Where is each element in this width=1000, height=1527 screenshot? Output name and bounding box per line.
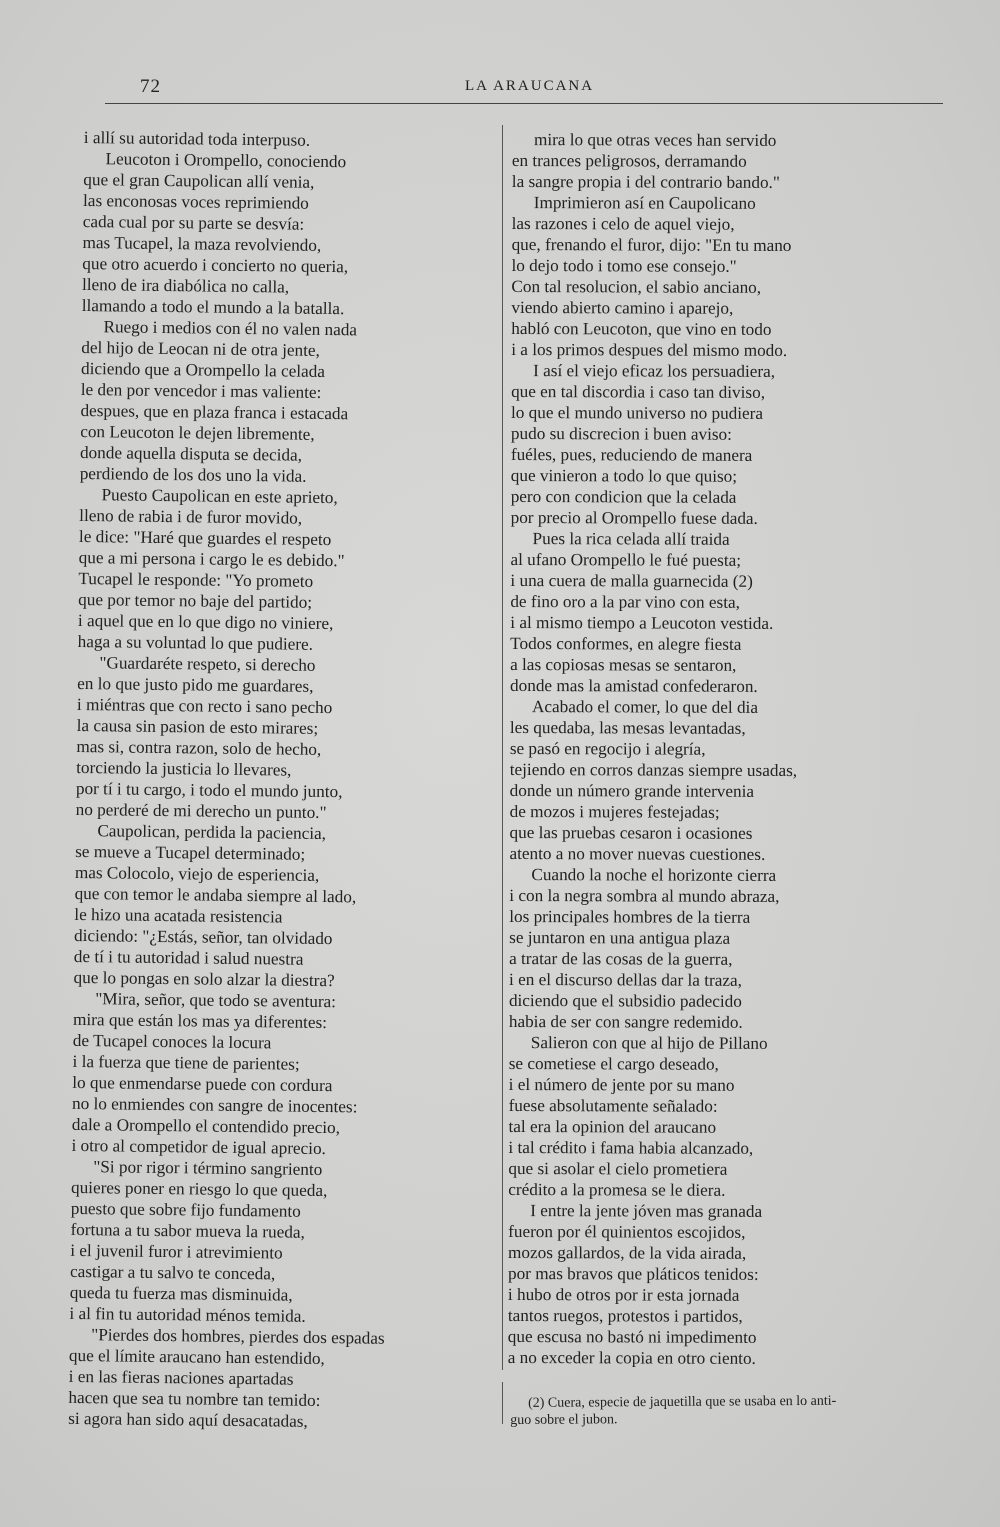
verse-line: de tí i tu autoridad i salud nuestra — [73, 946, 304, 969]
verse-line: Imprimieron así en Caupolicano — [533, 193, 756, 213]
verse-line: i al mismo tiempo a Leucoton vestida. — [510, 612, 774, 633]
verse-line: lleno de rabia i de furor movido, — [79, 505, 303, 528]
verse-line: "Pierdes dos hombres, pierdes dos espadas — [91, 1325, 385, 1348]
verse-line: le dice: "Haré que guardes el respeto — [78, 526, 332, 550]
right-verse-column — [508, 129, 932, 1369]
verse-line: llamando a todo el mundo a la batalla. — [81, 295, 345, 319]
verse-line: que en tal discordia i caso tan diviso, — [511, 381, 766, 402]
verse-line: que el límite araucano han estendido, — [68, 1345, 325, 1369]
verse-line: Acabado el comer, lo que del dia — [531, 697, 759, 717]
verse-line: i al fin tu autoridad ménos temida. — [69, 1303, 306, 1326]
verse-line: lo que enmendarse puede con cordura — [72, 1072, 333, 1096]
verse-line: le den por vencedor i mas valiente: — [80, 379, 322, 402]
verse-line: que a mi persona i cargo le es debido." — [78, 547, 345, 571]
footnote — [510, 1392, 930, 1429]
verse-line: de Tucapel conoces la locura — [72, 1030, 272, 1053]
page-header — [140, 76, 940, 100]
verse-line: se cometiese el cargo deseado, — [508, 1053, 719, 1074]
left-verse-column — [68, 127, 484, 1434]
verse-line: "Mira, señor, que todo se aventura: — [95, 989, 337, 1012]
verse-line: diciendo que el subsidio padecido — [508, 990, 742, 1011]
verse-line: i aquel que en lo que digo no viniere, — [77, 610, 334, 634]
verse-line: mas si, contra razon, solo de hecho, — [76, 736, 322, 759]
verse-line: Caupolican, perdida la paciencia, — [97, 821, 327, 844]
verse-line: si agora han sido aquí desacatadas, — [68, 1408, 308, 1431]
verse-line: haga a su voluntad lo que pudiere. — [77, 631, 314, 654]
verse-line: tantos ruegos, protestos i partidos, — [507, 1305, 743, 1326]
verse-line: queda tu fuerza mas disminuida, — [69, 1282, 293, 1305]
verse-line: quieres poner en riesgo lo que queda, — [70, 1177, 328, 1201]
verse-line: Tucapel le responde: "Yo prometo — [78, 568, 314, 591]
verse-line: lo que el mundo universo no pudiera — [510, 402, 764, 423]
verse-line: por mas bravos que pláticos tenidos: — [507, 1263, 759, 1284]
verse-line: fuese absolutamente señalado: — [508, 1095, 718, 1116]
verse-line: perdiendo de los dos uno la vida. — [79, 463, 307, 486]
verse-line: del hijo de Leocan ni de otra jente, — [81, 337, 321, 360]
verse-line: les quedaba, las mesas levantadas, — [509, 717, 746, 738]
verse-line: que por temor no baje del partido; — [78, 589, 313, 612]
verse-line: cada cual por su parte se desvía: — [82, 211, 305, 234]
verse-line: I así el viejo eficaz los persuadiera, — [533, 361, 776, 381]
verse-line: Ruego i medios con él no valen nada — [103, 317, 358, 340]
verse-line: torciendo la justicia lo llevares, — [76, 757, 292, 780]
verse-line: las razones i celo de aquel viejo, — [511, 213, 735, 234]
verse-line: habló con Leucoton, que vino en todo — [511, 318, 772, 339]
verse-line: i a los primos despues del mismo modo. — [511, 339, 788, 360]
verse-line: atento a no mover nuevas cuestiones. — [509, 843, 766, 864]
verse-line: mas Tucapel, la maza revolviendo, — [82, 232, 322, 255]
verse-line: donde mas la amistad confederaron. — [510, 675, 758, 696]
verse-line: Con tal resolucion, el sabio anciano, — [511, 276, 762, 297]
verse-line: no lo enmiendes con sangre de inocentes: — [71, 1093, 358, 1117]
verse-line: "Si por rigor i término sangriento — [93, 1157, 323, 1179]
verse-line: Puesto Caupolican en este aprieto, — [101, 485, 338, 508]
verse-line: i miéntras que con recto i sano pecho — [76, 694, 333, 718]
verse-line: Pues la rica celada allí traida — [532, 529, 730, 549]
verse-line: viendo abierto camino i aparejo, — [511, 297, 734, 318]
verse-line: los principales hombres de la tierra — [509, 906, 751, 927]
verse-line: que si asolar el cielo prometiera — [508, 1158, 728, 1179]
verse-line: de mozos i mujeres festejadas; — [509, 801, 720, 822]
verse-line: se pasó en regocijo i alegría, — [509, 738, 706, 759]
verse-line: i el juvenil furor i atrevimiento — [70, 1240, 283, 1263]
header-rule — [105, 103, 943, 104]
verse-line: i el número de jente por su mano — [508, 1074, 735, 1095]
footnote-divider — [502, 1382, 503, 1424]
verse-line: puesto que sobre fijo fundamento — [70, 1198, 301, 1221]
verse-line: i la fuerza que tiene de parientes; — [72, 1051, 300, 1074]
verse-line: i en el discurso dellas dar la traza, — [508, 969, 742, 990]
verse-line: a no exceder la copia en otro ciento. — [507, 1347, 756, 1368]
verse-line: despues, que en plaza franca i estacada — [80, 400, 349, 424]
verse-line: lo dejo todo i tomo ese consejo." — [511, 255, 737, 276]
verse-line: mas Colocolo, viejo de esperiencia, — [74, 862, 320, 885]
verse-line: tal era la opinion del araucano — [508, 1116, 717, 1137]
verse-line: que otro acuerdo i concierto no queria, — [82, 253, 349, 277]
verse-line: Cuando la noche el horizonte cierra — [531, 865, 777, 885]
verse-line: i otro al competidor de igual aprecio. — [71, 1135, 327, 1159]
verse-line: que escusa no bastó ni impedimento — [507, 1326, 757, 1347]
verse-line: tejiendo en corros danzas siempre usadas, — [509, 759, 798, 780]
verse-line: la causa sin pasion de esto mirares; — [76, 715, 319, 738]
verse-line: fueron por él quinientos escojidos, — [508, 1221, 746, 1242]
verse-line: que con temor le andaba siempre al lado, — [74, 883, 357, 907]
verse-line: mira que están los mas ya diferentes: — [72, 1009, 328, 1033]
verse-line: le hizo una acatada resistencia — [74, 904, 283, 927]
verse-line: que lo pongas en solo alzar la diestra? — [73, 967, 335, 991]
verse-line: fuéles, pues, reduciendo de manera — [510, 444, 753, 465]
verse-line: con Leucoton le dejen libremente, — [80, 421, 315, 444]
verse-line: se juntaron en una antigua plaza — [509, 927, 731, 948]
verse-line: se mueve a Tucapel determinado; — [75, 841, 306, 864]
verse-line: Salieron con que al hijo de Pillano — [530, 1033, 768, 1053]
footnote-line: guo sobre el jubon. — [510, 1412, 618, 1428]
verse-line: i con la negra sombra al mundo abraza, — [509, 885, 780, 906]
verse-line: mira lo que otras veces han servido — [533, 130, 777, 150]
verse-line: donde un número grande intervenia — [509, 780, 755, 801]
verse-line: de fino oro a la par vino con esta, — [510, 591, 740, 612]
verse-line: lleno de ira diabólica no calla, — [81, 274, 290, 297]
verse-line: no perderé de mi derecho un punto." — [75, 799, 327, 823]
verse-line: mozos gallardos, de la vida airada, — [508, 1242, 747, 1263]
verse-line: I entre la jente jóven mas granada — [530, 1201, 763, 1221]
verse-line: en lo que justo pido me guardares, — [77, 673, 314, 696]
verse-line: i en las fieras naciones apartadas — [68, 1366, 294, 1389]
verse-line: que el gran Caupolican allí venia, — [83, 169, 315, 192]
verse-line: i tal crédito i fama habia alcanzado, — [508, 1137, 754, 1158]
footnote-line: (2) Cuera, especie de jaquetilla que se usaba en lo anti- — [528, 1393, 837, 1411]
verse-line: "Guardaréte respeto, si derecho — [99, 653, 316, 675]
verse-line: i una cuera de malla guarnecida (2) — [510, 570, 753, 591]
verse-line: que las pruebas cesaron i ocasiones — [509, 822, 753, 843]
verse-line: por tí i tu cargo, i todo el mundo junto, — [75, 778, 343, 802]
verse-line: fortuna a tu sabor mueva la rueda, — [70, 1219, 305, 1242]
verse-line: que vinieron a todo lo que quiso; — [510, 465, 738, 486]
verse-line: a las copiosas mesas se sentaron, — [510, 654, 737, 675]
verse-line: al ufano Orompello le fué puesta; — [510, 549, 742, 570]
verse-line: i allí su autoridad toda interpuso. — [83, 127, 311, 150]
verse-line: donde aquella disputa se decida, — [79, 442, 303, 465]
column-divider — [502, 125, 503, 1370]
verse-line: diciendo: "¿Estás, señor, tan olvidado — [74, 925, 333, 949]
verse-line: por precio al Orompello fuese dada. — [510, 507, 758, 528]
verse-line: hacen que sea tu nombre tan temido: — [68, 1387, 321, 1410]
verse-line: crédito a la promesa se le diera. — [508, 1179, 726, 1200]
page-number: 72 — [140, 76, 161, 97]
verse-line: Leucoton i Orompello, conociendo — [105, 149, 347, 172]
running-title: LA ARAUCANA — [465, 78, 595, 94]
verse-line: habia de ser con sangre redemido. — [508, 1011, 743, 1032]
verse-line: en trances peligrosos, derramando — [511, 150, 747, 171]
verse-line: que, frenando el furor, dijo: "En tu mano — [511, 234, 792, 255]
verse-line: dale a Orompello el contendido precio, — [71, 1114, 341, 1138]
verse-line: i hubo de otros por ir esta jornada — [507, 1284, 740, 1305]
verse-line: Todos conformes, en alegre fiesta — [510, 633, 742, 654]
verse-line: a tratar de las cosas de la guerra, — [509, 948, 733, 969]
verse-line: diciendo que a Orompello la celada — [80, 358, 326, 381]
verse-line: pero con condicion que la celada — [510, 486, 737, 507]
verse-line: castigar a tu salvo te conceda, — [69, 1261, 276, 1284]
verse-line: pudo su discrecion i buen aviso: — [510, 423, 732, 444]
verse-line: las enconosas voces reprimiendo — [82, 190, 309, 213]
verse-line: la sangre propia i del contrario bando." — [511, 171, 780, 192]
